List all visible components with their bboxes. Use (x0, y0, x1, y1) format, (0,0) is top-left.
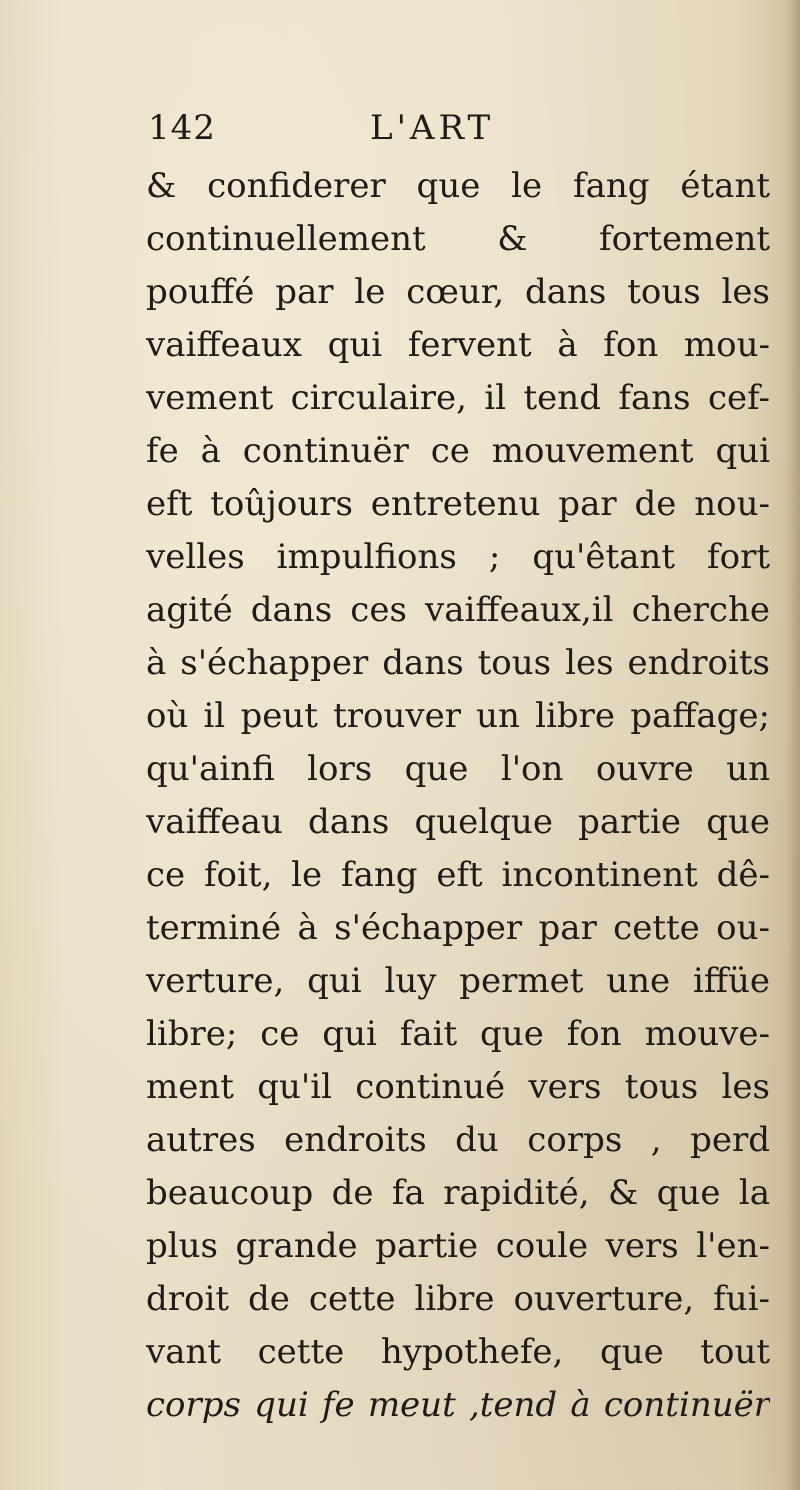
text-line: eft toûjours entretenu par de nou- (146, 484, 770, 524)
text-line: vement circulaire, il tend fans cef- (146, 378, 770, 418)
text-line: continuellement & fortement (146, 219, 770, 259)
text-line: ce foit, le fang eft incontinent dê- (146, 855, 770, 895)
text-line-italic: corps qui fe meut ,tend à continuër (146, 1385, 770, 1425)
page-edge-shadow (786, 0, 800, 1490)
text-line: libre; ce qui fait que fon mouve- (146, 1014, 770, 1054)
body-text (146, 160, 770, 1432)
text-line: pouffé par le cœur, dans tous les (146, 272, 770, 312)
text-line: verture, qui luy permet une iffüe (146, 961, 770, 1001)
text-line: autres endroits du corps , perd (146, 1120, 770, 1160)
text-line: qu'ainfi lors que l'on ouvre un (146, 749, 770, 789)
text-line: vaiffeau dans quelque partie que (146, 802, 770, 842)
text-line: beaucoup de fa rapidité, & que la (146, 1173, 770, 1213)
text-line: fe à continuër ce mouvement qui (146, 431, 770, 471)
text-line: vaiffeaux qui fervent à fon mou- (146, 325, 770, 365)
text-line: plus grande partie coule vers l'en- (146, 1226, 770, 1266)
page-header (148, 108, 768, 158)
page-number: 142 (148, 108, 216, 148)
text-line: agité dans ces vaiffeaux,il cherche (146, 590, 770, 630)
text-line: droit de cette libre ouverture, fui- (146, 1279, 770, 1319)
text-line: ment qu'il continué vers tous les (146, 1067, 770, 1107)
text-line: à s'échapper dans tous les endroits (146, 643, 770, 683)
text-line: vant cette hypothefe, que tout (146, 1332, 770, 1372)
text-line: velles impulfions ; qu'êtant fort (146, 537, 770, 577)
text-line: & confiderer que le fang étant (146, 166, 770, 206)
running-head: L'ART (370, 108, 495, 148)
text-line: terminé à s'échapper par cette ou- (146, 908, 770, 948)
text-line: où il peut trouver un libre paffage; (146, 696, 770, 736)
